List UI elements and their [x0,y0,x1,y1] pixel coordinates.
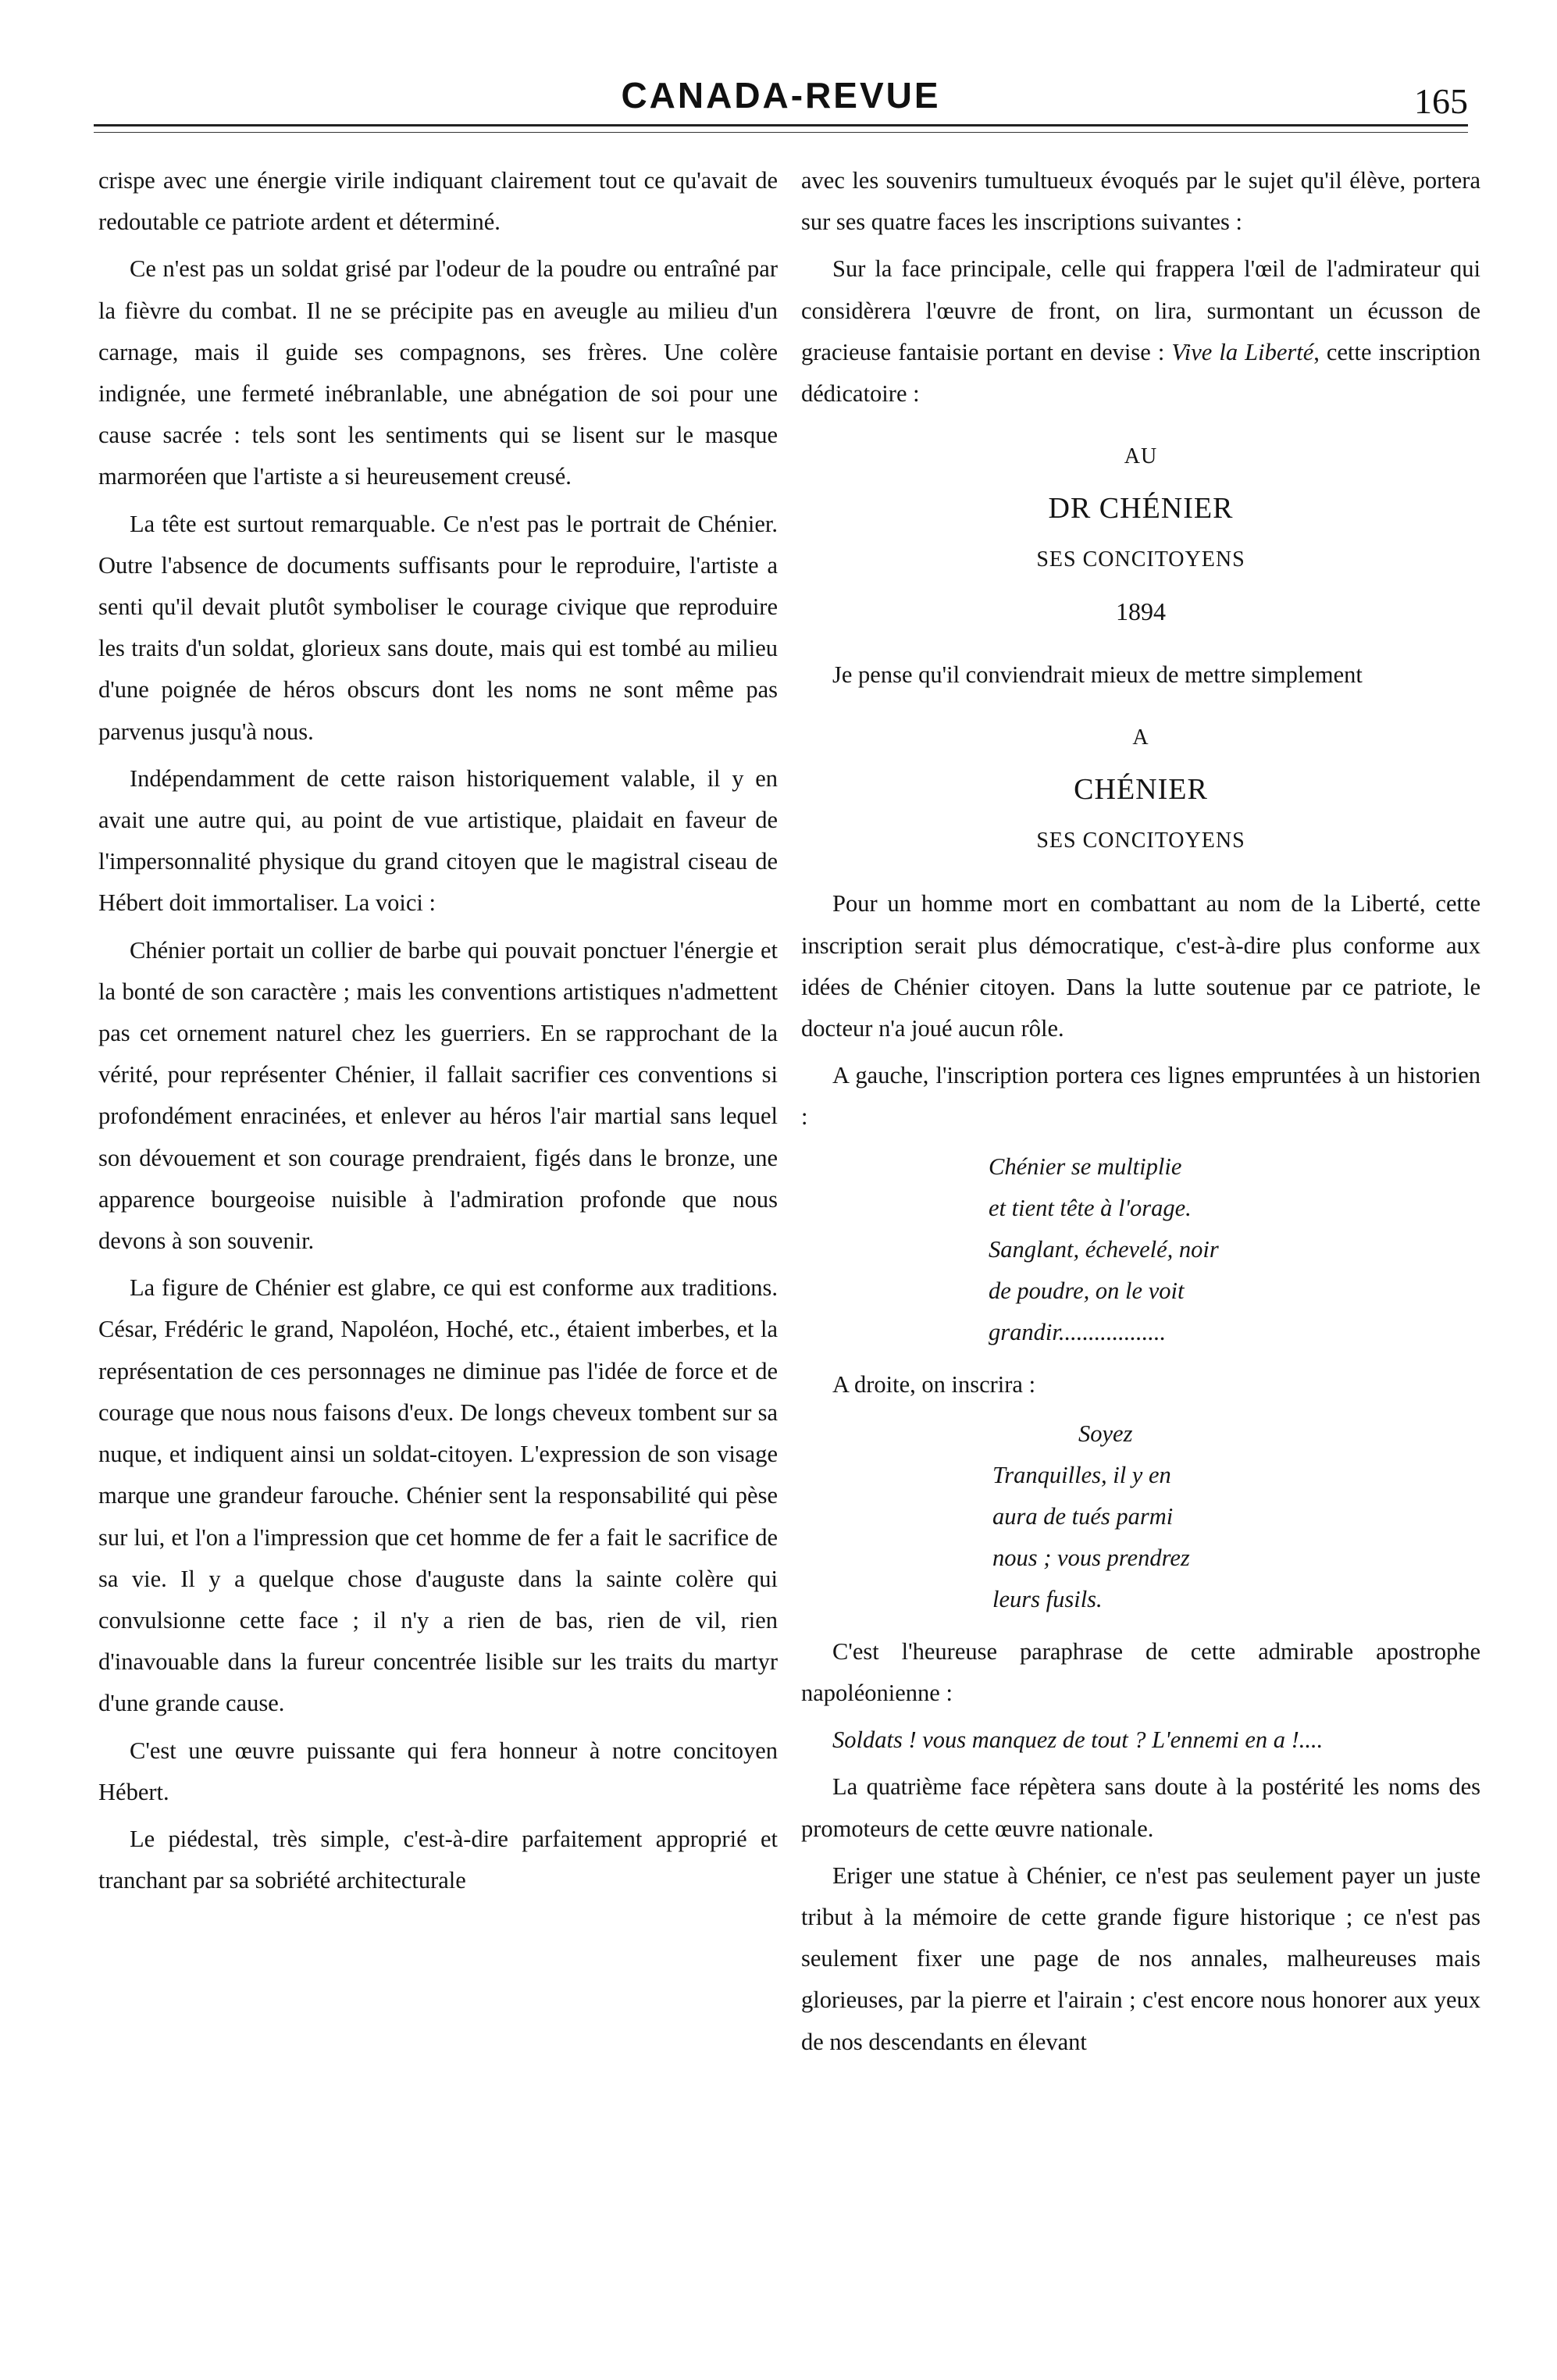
paragraph: Pour un homme mort en combattant au nom de la Liberté, cette inscription serait plus démocratique, c'est-à-dire plus conforme aux idées de Chénier citoyen. Dans la lutte soutenue par ce patriote, le docteur n'a joué aucun rôle. [801,890,1480,1042]
verse-line: et tient tête à l'orage. [989,1194,1192,1221]
verse-line: de poudre, on le voit [989,1277,1185,1304]
page-header [94,74,1468,144]
spacer [801,869,1480,883]
paragraph: A droite, on inscrira : [832,1370,1036,1398]
motto: Vive la Liberté [1171,338,1314,365]
paragraph: Ce n'est pas un soldat grisé par l'odeur de la poudre ou entraîné par la fièvre du combat. Il ne se précipite pas en aveugle au milieu d'un carnage, mais il guide ses compagnons, ses frères. Une colère indignée, une fermeté inébranlable, une abnégation de soi pour une cause sacrée : tels sont les sentiments qui se lisent sur le masque marmoréen que l'artiste a si heureusement creusé. [98,255,778,490]
running-title: CANADA-REVUE [621,75,941,116]
right-column [801,160,1480,2346]
verse-line: leurs fusils. [992,1585,1103,1612]
dedication-line: CHÉNIER [1074,773,1208,807]
paragraph: Je pense qu'il conviendrait mieux de mettre simplement [832,661,1363,689]
paragraph: Chénier portait un collier de barbe qui pouvait ponctuer l'énergie et la bonté de son caractère ; mais les conventions artistiques n'admettent pas cet ornement naturel chez les guerriers. En se rapprochant de la vérité, pour représenter Chénier, il fallait sacrifier ces conventions si profondément enracinées, et enlever au héros l'air martial sans lequel son dévouement et son courage prendraient, figés dans le bronze, une apparence bourgeoise nuisible à l'admiration profonde que nous devons à son souvenir. [98,936,778,1255]
paragraph: A gauche, l'inscription portera ces lignes empruntées à un historien : [801,1062,1480,1131]
paragraph: Eriger une statue à Chénier, ce n'est pas seulement payer un juste tribut à la mémoire de cette grande figure historique ; ce n'est pas seulement fixer une page de nos annales, malheureuses mais glorieuses, par la pierre et l'airain ; c'est encore nous honorer aux yeux de nos descendants en élevant [801,1862,1480,2055]
dedication-line: SES CONCITOYENS [1036,828,1245,853]
header-rule-thick [94,124,1468,126]
paragraph: Le piédestal, très simple, c'est-à-dire parfaitement approprié et tranchant par sa sobriété architecturale [98,1825,778,1894]
verse-line: nous ; vous prendrez [992,1544,1190,1571]
paragraph: Indépendamment de cette raison historiquement valable, il y en avait une autre qui, au point de vue artistique, plaidait en faveur de l'impersonnalité physique du grand citoyen que le magistral ciseau de Hébert doit immortaliser. La voici : [98,764,778,917]
napoleon-quote: Soldats ! vous manquez de tout ? L'ennemi en a !.... [832,1726,1324,1754]
spacer [801,420,1480,434]
paragraph [801,248,1480,415]
paragraph: C'est une œuvre puissante qui fera honneur à notre concitoyen Hébert. [98,1737,778,1805]
paragraph: La quatrième face répètera sans doute à la postérité les noms des promoteurs de cette œuvre nationale. [801,1773,1480,1842]
verse-line: aura de tués parmi [992,1502,1174,1530]
verse-line: Tranquilles, il y en [992,1461,1171,1488]
verse-line: grandir.................. [989,1318,1167,1345]
paragraph: La figure de Chénier est glabre, ce qui est conforme aux traditions. César, Frédéric le grand, Napoléon, Hoché, etc., étaient imberbes, et la représentation de ces personnages ne diminue pas l'idée de force et de courage que nous nous faisons d'eux. De longs cheveux tombent sur sa nuque, et indiquent ainsi un soldat-citoyen. L'expression de son visage marque une grandeur farouche. Chénier sent la responsabilité qui pèse sur lui, et l'on a l'impression que cet homme de fer a fait le sacrifice de sa vie. Il y a quelque chose d'auguste dans la sainte colère qui convulsionne cette face ; il n'y a rien de bas, rien de vil, rien d'inavouable dans la fureur concentrée lisible sur les traits du martyr d'une grande cause. [98,1274,778,1717]
dedication-year: 1894 [1116,597,1166,626]
header-rule-thin [94,132,1468,133]
quoted-verse-left [801,1146,1480,1353]
spacer [801,640,1480,654]
paragraph: C'est l'heureuse paraphrase de cette admirable apostrophe napoléonienne : [801,1637,1480,1707]
paragraph: avec les souvenirs tumultueux évoqués par le sujet qu'il élève, portera sur ses quatre faces les inscriptions suivantes : [801,167,1480,236]
spacer [801,701,1480,715]
dedication-line: AU [1124,444,1158,469]
paragraph: La tête est surtout remarquable. Ce n'est pas le portrait de Chénier. Outre l'absence de documents suffisants pour le reproduire, l'artiste a senti qu'il devait plutôt symboliser le courage civique que reproduire les traits d'un soldat, glorieux sans doute, mais qui est tombé au milieu d'une poignée de héros obscurs dont les noms ne sont même pas parvenus jusqu'à nous. [98,510,778,745]
paragraph-text: Sur la face principale, celle qui frappera l'œil de l'admirateur qui considèrera l'œuvre de front, on lira, surmontant un écusson de gracieuse fantaisie portant en devise : [801,255,1480,365]
verse-line: Chénier se multiplie [989,1153,1182,1180]
quoted-verse-right [801,1413,1480,1620]
dedication-line: A [1132,725,1149,750]
verse-line: Sanglant, échevelé, noir [989,1235,1219,1263]
paragraph-text: , cette inscription dédicatoire : [801,338,1480,408]
page-number: 165 [1414,81,1468,121]
verse-line: Soyez [1078,1420,1133,1447]
paragraph: crispe avec une énergie virile indiquant clairement tout ce qu'avait de redoutable ce patriote ardent et déterminé. [98,167,778,236]
dedication-line: DR CHÉNIER [1048,492,1234,526]
dedication-line: SES CONCITOYENS [1036,547,1245,572]
left-column [98,160,778,2346]
